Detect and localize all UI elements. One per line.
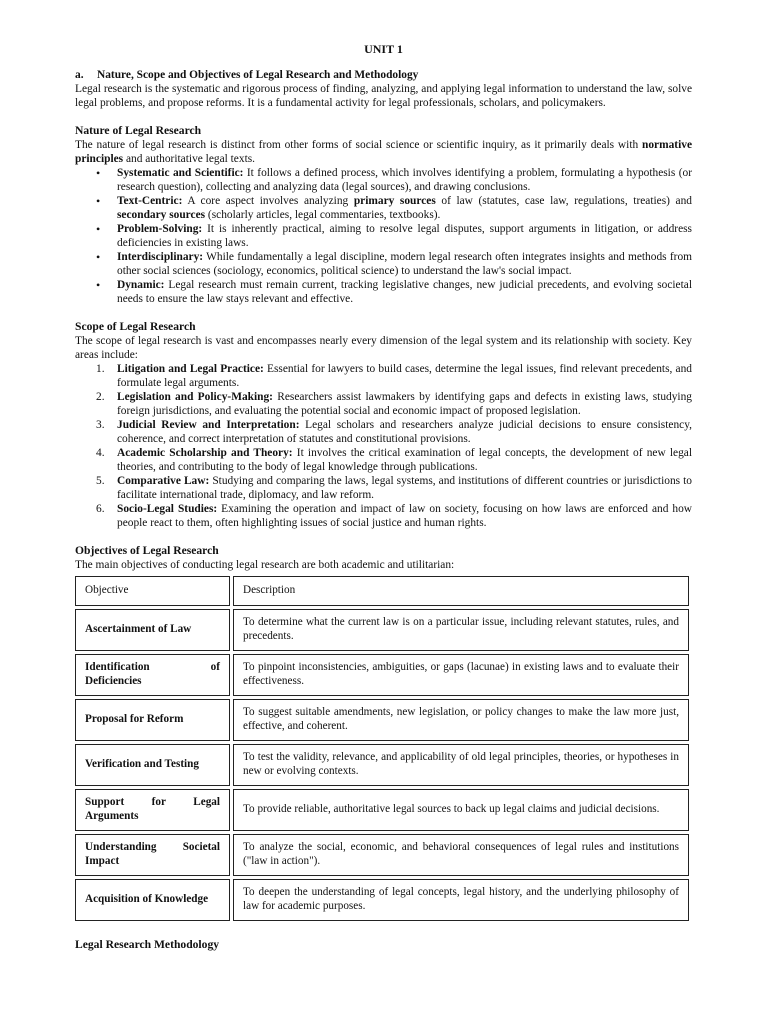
description-cell: To analyze the social, economic, and behavioral consequences of legal rules and institutions ("law in action"). (233, 834, 689, 876)
objective-cell: Support for Legal Arguments (75, 789, 230, 831)
description-cell: To deepen the understanding of legal concepts, legal history, and the underlying philosophy of law for academic purposes. (233, 879, 689, 921)
description-cell: To determine what the current law is on a particular issue, including relevant statutes, rules, and precedents. (233, 609, 689, 651)
description-cell: To test the validity, relevance, and applicability of old legal principles, theories, or hypotheses in new or evolving contexts. (233, 744, 689, 786)
objective-cell: Ascertainment of Law (75, 609, 230, 651)
list-item: • Systematic and Scientific: It follows a defined process, which involves identifying a problem, formulating a hypothesis (or research question), collecting and analyzing data (legal sources), and drawing conclusions. (117, 166, 692, 194)
objectives-intro: The main objectives of conducting legal research are both academic and utilitarian: (75, 559, 455, 571)
table-row (75, 834, 689, 876)
table-row (75, 879, 689, 921)
objective-cell: Proposal for Reform (75, 699, 230, 741)
list-item: • Interdisciplinary: While fundamentally a legal discipline, modern legal research often integrates insights and methods from other social sciences (sociology, economics, political science) to understand the law's social impact. (117, 250, 692, 278)
list-item: 3. Judicial Review and Interpretation: Legal scholars and researchers analyze judicial decisions to ensure consistency, coherence, and correct interpretation of statutes and constitutional provisions. (96, 419, 693, 445)
list-item: 6. Socio-Legal Studies: Examining the operation and impact of law on society, focusing on how laws are enforced and how people react to them, often highlighting issues of social justice and human rights. (96, 503, 692, 529)
objectives-heading: Objectives of Legal Research (75, 544, 219, 557)
list-item: • Problem-Solving: It is inherently practical, aiming to resolve legal disputes, support arguments in litigation, or address deficiencies in existing laws. (117, 222, 692, 250)
scope-heading: Scope of Legal Research (75, 320, 196, 333)
list-item: 2. Legislation and Policy-Making: Researchers assist lawmakers by identifying gaps and defects in existing laws, studying foreign jurisdictions, and evaluating the potential social and economic impact of proposed legislation. (96, 391, 692, 417)
list-item: • Text-Centric: A core aspect involves analyzing primary sources of law (statutes, case law, regulations, treaties) and secondary sources (scholarly articles, legal commentaries, textbooks). (117, 194, 692, 222)
nature-heading: Nature of Legal Research (75, 124, 202, 137)
table-row (75, 699, 689, 741)
nature-intro: The nature of legal research is distinct from other forms of social science or scientific inquiry, as it primarily deals with normative principles and authoritative legal texts. (75, 139, 692, 165)
list-item: • Dynamic: Legal research must remain current, tracking legislative changes, new judicial precedents, and evolving societal needs to ensure the law stays relevant and effective. (117, 278, 692, 306)
table-header-description: Description (233, 576, 689, 606)
objective-cell: Understanding Societal Impact (75, 834, 230, 876)
section-intro: Legal research is the systematic and rigorous process of finding, analyzing, and applying legal information to understand the law, solve legal problems, and propose reforms. It is a fundamental activity for legal professionals, scholars, and policymakers. (75, 83, 692, 109)
list-item: 1. Litigation and Legal Practice: Essential for lawyers to build cases, determine the legal issues, find relevant precedents, and formulate legal arguments. (96, 363, 693, 389)
objective-cell: Identification of Deficiencies (75, 654, 230, 696)
scope-intro: The scope of legal research is vast and encompasses nearly every dimension of the legal system and its relationship with society. Key areas include: (75, 335, 692, 361)
nature-list (75, 166, 692, 306)
section-heading (75, 68, 692, 82)
table-row (75, 789, 689, 831)
objective-cell: Acquisition of Knowledge (75, 879, 230, 921)
table-row (75, 654, 689, 696)
description-cell: To pinpoint inconsistencies, ambiguities, or gaps (lacunae) in existing laws and to evaluate their effectiveness. (233, 654, 689, 696)
description-cell: To suggest suitable amendments, new legislation, or policy changes to make the law more just, effective, and coherent. (233, 699, 689, 741)
description-cell: To provide reliable, authoritative legal sources to back up legal claims and judicial decisions. (233, 789, 689, 831)
unit-title: UNIT 1 (364, 42, 403, 56)
table-header-row (75, 576, 689, 606)
table-row (75, 609, 689, 651)
objective-cell: Verification and Testing (75, 744, 230, 786)
table-row (75, 744, 689, 786)
methodology-heading: Legal Research Methodology (75, 938, 220, 951)
objectives-table (72, 573, 692, 924)
list-item: 4. Academic Scholarship and Theory: It involves the critical examination of legal concepts, the development of new legal theories, and contributing to the body of legal knowledge through publications. (96, 447, 692, 473)
section-letter: a. (75, 69, 84, 81)
section-title: Nature, Scope and Objectives of Legal Research and Methodology (97, 69, 419, 81)
list-item: 5. Comparative Law: Studying and comparing the laws, legal systems, and institutions of different countries or jurisdictions to facilitate international trade, diplomacy, and law reform. (96, 475, 692, 501)
table-header-objective: Objective (75, 576, 230, 606)
scope-list (75, 362, 692, 530)
